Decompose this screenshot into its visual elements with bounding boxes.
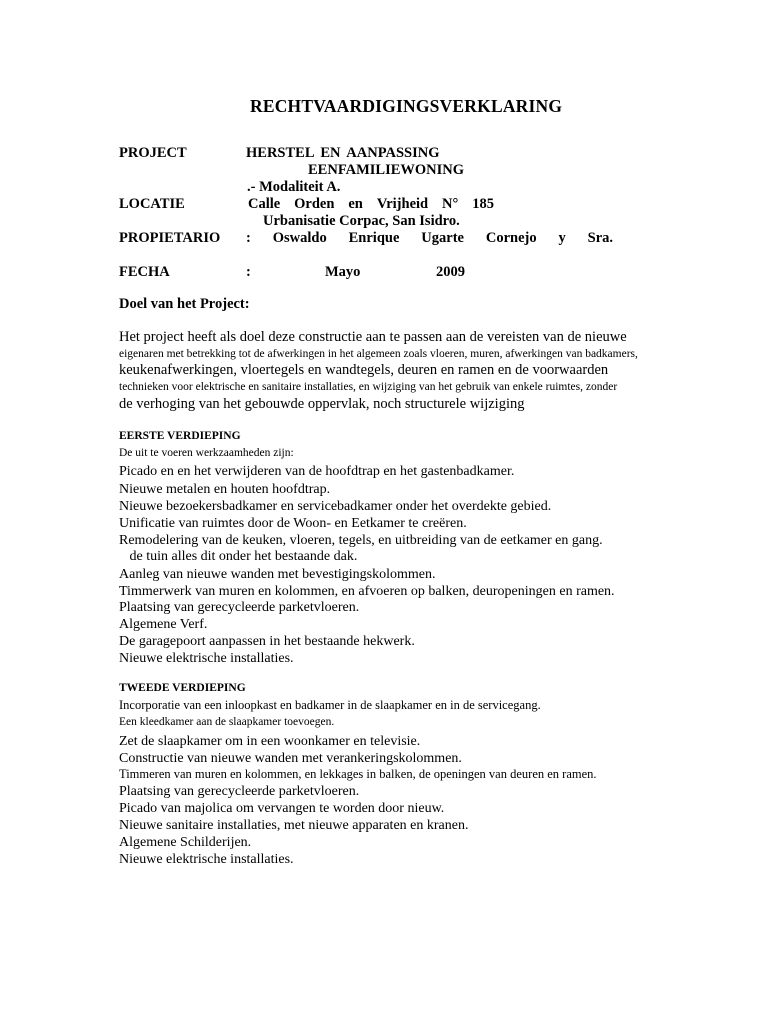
- list-item: Een kleedkamer aan de slaapkamer toevoegen.: [119, 716, 335, 728]
- doel-line: de verhoging van het gebouwde oppervlak, noch structurele wijziging: [119, 396, 525, 412]
- tweede-heading: TWEEDE VERDIEPING: [119, 682, 246, 694]
- project-value-line2: EENFAMILIEWONING: [308, 162, 465, 178]
- list-item: Algemene Schilderijen.: [119, 835, 252, 850]
- locatie-word: 185: [472, 196, 494, 212]
- list-item: Zet de slaapkamer om in een woonkamer en televisie.: [119, 734, 421, 749]
- list-item: Timmeren van muren en kolommen, en lekkages in balken, de openingen van deuren en ramen.: [119, 767, 597, 781]
- list-item: Constructie van nieuwe wanden met verankeringskolommen.: [119, 751, 462, 766]
- list-item: De garagepoort aanpassen in het bestaande hekwerk.: [119, 634, 415, 649]
- propietario-word: y: [558, 230, 566, 246]
- doel-line: eigenaren met betrekking tot de afwerkingen in het algemeen zoals vloeren, muren, afwerkingen van badkamers,: [119, 348, 638, 360]
- list-item: Plaatsing van gerecycleerde parketvloeren.: [119, 600, 360, 615]
- fecha-colon: :: [246, 264, 251, 280]
- project-value-line3: .- Modaliteit A.: [247, 179, 341, 195]
- list-item: Remodelering van de keuken, vloeren, tegels, en uitbreiding van de eetkamer en gang.: [119, 533, 603, 548]
- list-item: Nieuwe sanitaire installaties, met nieuwe apparaten en kranen.: [119, 818, 469, 833]
- eerste-intro: De uit te voeren werkzaamheden zijn:: [119, 447, 294, 459]
- propietario-word: Cornejo: [485, 230, 537, 246]
- doel-line: keukenafwerkingen, vloertegels en wandtegels, deuren en ramen en de voorwaarden: [119, 362, 609, 378]
- propietario-word: Sra.: [587, 230, 613, 246]
- list-item: Unificatie van ruimtes door de Woon- en Eetkamer te creëren.: [119, 516, 467, 531]
- propietario-label: PROPIETARIO: [119, 230, 221, 246]
- locatie-word: Calle: [248, 196, 281, 212]
- list-item: de tuin alles dit onder het bestaande dak.: [119, 549, 358, 564]
- fecha-month: Mayo: [325, 264, 361, 280]
- locatie-label: LOCATIE: [119, 196, 185, 212]
- list-item: Aanleg van nieuwe wanden met bevestigingskolommen.: [119, 567, 436, 582]
- propietario-word: Enrique: [348, 230, 400, 246]
- locatie-word: Vrijheid: [376, 196, 429, 212]
- locatie-value-line2: Urbanisatie Corpac, San Isidro.: [263, 213, 460, 229]
- propietario-value: [246, 230, 613, 247]
- locatie-word: en: [348, 196, 363, 212]
- propietario-word: Ugarte: [421, 230, 464, 246]
- list-item: Nieuwe elektrische installaties.: [119, 651, 294, 666]
- doel-line: Het project heeft als doel deze constructie aan te passen aan de vereisten van de nieuwe: [119, 329, 627, 345]
- doel-line: technieken voor elektrische en sanitaire installaties, en wijziging van het gebruik van enkele ruimtes, zonder: [119, 381, 618, 393]
- document-title: RECHTVAARDIGINGSVERKLARING: [250, 96, 563, 116]
- fecha-label: FECHA: [119, 264, 170, 280]
- propietario-word: Oswaldo: [272, 230, 327, 246]
- list-item: Nieuwe bezoekersbadkamer en servicebadkamer onder het overdekte gebied.: [119, 499, 552, 514]
- propietario-word: :: [246, 230, 251, 246]
- locatie-value-line1: [248, 196, 494, 213]
- project-value-line1: HERSTEL EN AANPASSING: [246, 145, 440, 161]
- eerste-heading: EERSTE VERDIEPING: [119, 430, 241, 442]
- list-item: Plaatsing van gerecycleerde parketvloeren.: [119, 784, 360, 799]
- fecha-year: 2009: [436, 264, 465, 280]
- locatie-word: N°: [442, 196, 459, 212]
- list-item: Nieuwe elektrische installaties.: [119, 852, 294, 867]
- list-item: Timmerwerk van muren en kolommen, en afvoeren op balken, deuropeningen en ramen.: [119, 584, 615, 599]
- list-item: Algemene Verf.: [119, 617, 208, 632]
- list-item: Nieuwe metalen en houten hoofdtrap.: [119, 482, 331, 497]
- list-item: Picado en en het verwijderen van de hoofdtrap en het gastenbadkamer.: [119, 464, 515, 479]
- list-item: Incorporatie van een inloopkast en badkamer in de slaapkamer en in de servicegang.: [119, 698, 541, 712]
- locatie-word: Orden: [294, 196, 335, 212]
- project-label: PROJECT: [119, 145, 187, 161]
- doel-heading: Doel van het Project:: [119, 296, 250, 312]
- list-item: Picado van majolica om vervangen te worden door nieuw.: [119, 801, 445, 816]
